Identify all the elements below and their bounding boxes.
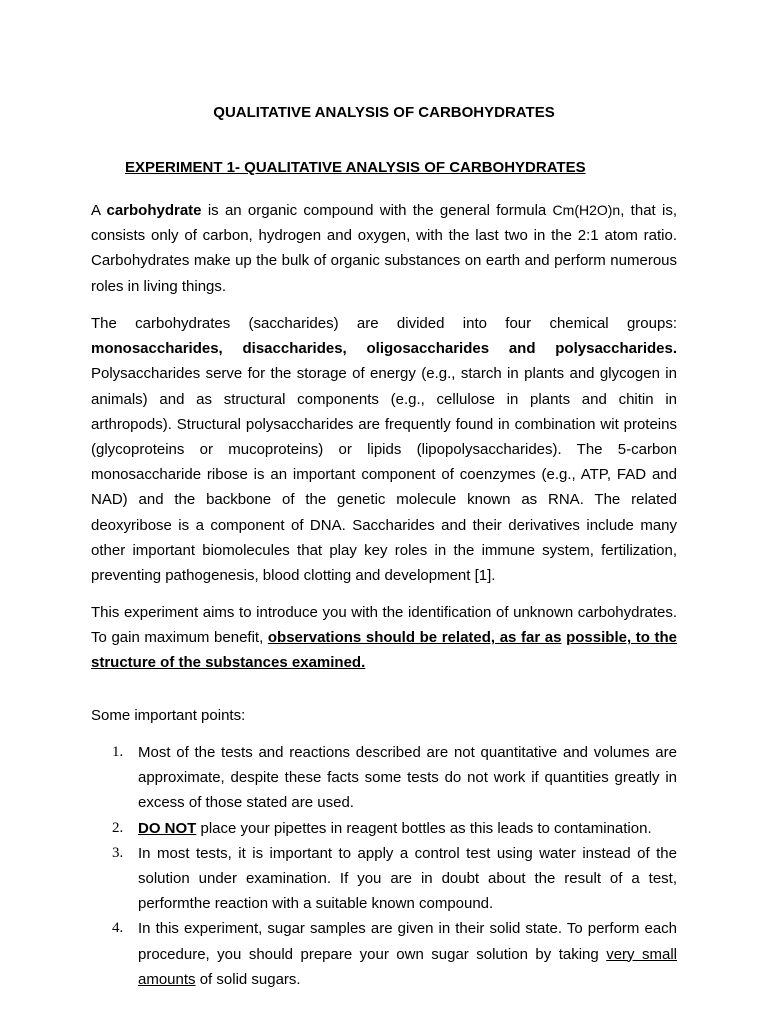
para2-lead: The carbohydrates (saccharides) are divided into four chemical groups:: [91, 315, 677, 332]
list-item-number: 2.: [112, 819, 124, 836]
para1-text-a: is an organic compound with the general formula: [201, 202, 553, 219]
para1-text-b: , that is, consists only of carbon, hydrogen and oxygen, with the last two in the 2:1 atom ratio. Carbohydrates make up the bulk of organic substances on earth and perform numerous roles in living things.: [91, 202, 677, 295]
classification-paragraph: [91, 311, 677, 588]
para2-text: Polysaccharides serve for the storage of energy (e.g., starch in plants and glycogen in animals) and as structural components (e.g., cellulose in plants and chitin in arthropods). Structural polysaccharides are frequently found in combination wit proteins (glycoproteins or mucoproteins) or lipids (lipopolysaccharides). The 5-carbon monosaccharide ribose is an important component of coenzymes (e.g., ATP, FAD and NAD) and the backbone of the genetic molecule known as RNA. The related deoxyribose is a component of DNA. Saccharides and their derivatives include many other important biomolecules that play key roles in the immune system, fertilization, preventing pathogenesis, blood clotting and development [1].: [91, 365, 677, 585]
important-points-list: [91, 740, 677, 992]
list-item-text: In this experiment, sugar samples are given in their solid state. To perform each procedure, you should prepare your own sugar solution by taking: [138, 920, 677, 963]
list-item-text: place your pipettes in reagent bottles as this leads to contamination.: [196, 819, 652, 837]
list-item: [91, 841, 677, 917]
carbohydrate-term: carbohydrate: [106, 202, 202, 219]
list-item: [91, 740, 677, 816]
general-formula: Cm(H2O)n: [552, 202, 621, 218]
list-item-number: 3.: [112, 844, 124, 861]
intro-paragraph: [91, 198, 677, 299]
list-item-text-end: of solid sugars.: [195, 970, 301, 988]
list-item-text: Most of the tests and reactions described are not quantitative and volumes are approximate, despite these facts some tests do not work if quantities greatly in excess of those stated are used.: [138, 744, 677, 812]
underlined-very-small: very small: [606, 945, 678, 963]
document-title: QUALITATIVE ANALYSIS OF CARBOHYDRATES: [213, 104, 555, 121]
list-item: [91, 816, 677, 841]
aim-emphasis-a: observations should be related, as far as: [267, 629, 562, 647]
para3-text: This experiment aims to introduce you with the identification of unknown carbohydrates. To gain maximum benefit,: [91, 604, 677, 647]
saccharide-groups: monosaccharides, disaccharides, oligosaccharides and polysaccharides.: [91, 340, 677, 358]
list-item-number: 1.: [112, 744, 124, 760]
points-heading: Some important points:: [91, 707, 246, 724]
para1-lead: A: [91, 202, 107, 219]
list-item-text: In most tests, it is important to apply a control test using water instead of the solution under examination. If you are in doubt about the result of a test, performthe reaction with a suitable known compound.: [138, 844, 677, 913]
underlined-amounts: amounts: [138, 970, 196, 988]
aim-paragraph: [91, 600, 677, 676]
experiment-heading: EXPERIMENT 1- QUALITATIVE ANALYSIS OF CARBOHYDRATES: [125, 159, 586, 176]
do-not-emphasis: DO NOT: [138, 819, 197, 837]
list-item: [91, 916, 677, 992]
list-item-number: 4.: [112, 920, 124, 937]
aim-emphasis-b: possible, to the structure of the substances examined.: [91, 629, 678, 672]
